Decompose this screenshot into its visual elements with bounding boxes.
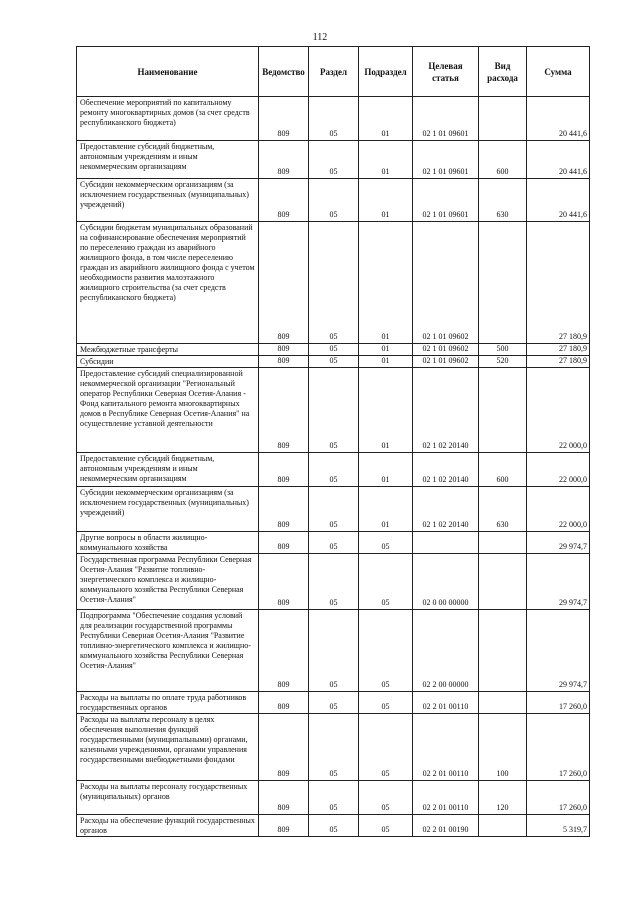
row-section: 05 — [309, 344, 359, 356]
row-exp-type: 120 — [479, 781, 527, 815]
row-subsection: 05 — [359, 554, 413, 610]
row-dept: 809 — [259, 222, 309, 344]
table-row — [77, 692, 590, 714]
row-subsection: 05 — [359, 532, 413, 554]
table-row — [77, 815, 590, 837]
row-amount: 20 441,6 — [527, 141, 590, 179]
table-row — [77, 356, 590, 368]
row-section: 05 — [309, 453, 359, 487]
row-target: 02 1 01 09602 — [413, 344, 479, 356]
table-row — [77, 781, 590, 815]
row-exp-type: 500 — [479, 344, 527, 356]
row-target: 02 1 02 20140 — [413, 368, 479, 453]
row-name: Подпрограмма "Обеспечение создания условий для реализации государственной программы Республики Северная Осетия-Алания "Развитие топливно-энергетического комплекса и жилищно-коммунального хозяйства Республики Северная Осетия-Алания" — [77, 610, 259, 692]
row-amount: 17 260,0 — [527, 692, 590, 714]
row-target: 02 2 01 00110 — [413, 714, 479, 781]
row-dept: 809 — [259, 815, 309, 837]
table-row — [77, 487, 590, 532]
row-subsection: 01 — [359, 368, 413, 453]
row-name: Субсидии некоммерческим организациям (за исключением государственных (муниципальных) учреждений) — [77, 487, 259, 532]
row-exp-type — [479, 532, 527, 554]
row-target: 02 1 01 09602 — [413, 222, 479, 344]
row-name: Расходы на выплаты персоналу государственных (муниципальных) органов — [77, 781, 259, 815]
row-amount: 27 180,9 — [527, 222, 590, 344]
row-subsection: 01 — [359, 487, 413, 532]
row-exp-type: 520 — [479, 356, 527, 368]
row-amount: 20 441,6 — [527, 97, 590, 141]
header-subsection: Подраздел — [359, 47, 413, 97]
row-section: 05 — [309, 815, 359, 837]
header-amount: Сумма — [527, 47, 590, 97]
row-name: Расходы на выплаты персоналу в целях обеспечения выполнения функций государственными (муниципальными) органами, казенными учреждениями, органами управления государственными внебюджетными фондами — [77, 714, 259, 781]
row-target: 02 1 02 20140 — [413, 487, 479, 532]
row-amount: 17 260,0 — [527, 781, 590, 815]
table-header-row — [77, 47, 590, 97]
row-section: 05 — [309, 610, 359, 692]
row-subsection: 01 — [359, 141, 413, 179]
row-subsection: 01 — [359, 344, 413, 356]
row-amount: 29 974,7 — [527, 554, 590, 610]
row-name: Предоставление субсидий бюджетным, автономным учреждениям и иным некоммерческим организациям — [77, 453, 259, 487]
table-row — [77, 714, 590, 781]
row-subsection: 01 — [359, 97, 413, 141]
row-section: 05 — [309, 368, 359, 453]
row-exp-type — [479, 222, 527, 344]
row-dept: 809 — [259, 368, 309, 453]
row-exp-type: 100 — [479, 714, 527, 781]
row-name: Расходы на выплаты по оплате труда работников государственных органов — [77, 692, 259, 714]
row-exp-type: 630 — [479, 487, 527, 532]
row-subsection: 05 — [359, 815, 413, 837]
row-subsection: 05 — [359, 781, 413, 815]
row-dept: 809 — [259, 344, 309, 356]
row-section: 05 — [309, 179, 359, 222]
row-exp-type — [479, 692, 527, 714]
row-amount: 27 180,9 — [527, 344, 590, 356]
row-section: 05 — [309, 532, 359, 554]
row-exp-type — [479, 554, 527, 610]
row-exp-type — [479, 815, 527, 837]
row-target: 02 1 01 09601 — [413, 141, 479, 179]
row-target: 02 1 01 09602 — [413, 356, 479, 368]
row-subsection: 05 — [359, 692, 413, 714]
row-target: 02 1 01 09601 — [413, 97, 479, 141]
row-exp-type: 600 — [479, 453, 527, 487]
row-dept: 809 — [259, 97, 309, 141]
row-amount: 29 974,7 — [527, 532, 590, 554]
row-section: 05 — [309, 554, 359, 610]
row-exp-type: 630 — [479, 179, 527, 222]
row-dept: 809 — [259, 487, 309, 532]
row-dept: 809 — [259, 610, 309, 692]
row-target: 02 2 01 00190 — [413, 815, 479, 837]
row-amount: 17 260,0 — [527, 714, 590, 781]
row-name: Предоставление субсидий бюджетным, автономным учреждениям и иным некоммерческим организациям — [77, 141, 259, 179]
row-subsection: 01 — [359, 356, 413, 368]
table-row — [77, 554, 590, 610]
row-name: Субсидии — [77, 356, 259, 368]
budget-table — [76, 46, 590, 837]
page-number: 112 — [312, 32, 328, 43]
table-row — [77, 344, 590, 356]
row-dept: 809 — [259, 179, 309, 222]
row-section: 05 — [309, 141, 359, 179]
table-row — [77, 97, 590, 141]
row-target: 02 2 01 00110 — [413, 781, 479, 815]
row-subsection: 01 — [359, 453, 413, 487]
table-row — [77, 532, 590, 554]
row-name: Расходы на обеспечение функций государственных органов — [77, 815, 259, 837]
row-subsection: 05 — [359, 610, 413, 692]
table-row — [77, 179, 590, 222]
row-name: Межбюджетные трансферты — [77, 344, 259, 356]
row-amount: 22 000,0 — [527, 487, 590, 532]
row-exp-type — [479, 97, 527, 141]
table-row — [77, 222, 590, 344]
row-amount: 5 319,7 — [527, 815, 590, 837]
header-dept: Ведомство — [259, 47, 309, 97]
row-section: 05 — [309, 222, 359, 344]
row-name: Государственная программа Республики Северная Осетия-Алания "Развитие топливно-энергетического комплекса и жилищно-коммунального хозяйства Республики Северная Осетия-Алания" — [77, 554, 259, 610]
row-dept: 809 — [259, 141, 309, 179]
row-target: 02 2 00 00000 — [413, 610, 479, 692]
row-name: Предоставление субсидий специализированной некоммерческой организации "Региональный оператор Республики Северная Осетия-Алания - Фонд капитального ремонта многоквартирных домов в Республике Северная Осетия-Алания" на осуществление уставной деятельности — [77, 368, 259, 453]
row-target: 02 1 01 09601 — [413, 179, 479, 222]
row-dept: 809 — [259, 692, 309, 714]
row-section: 05 — [309, 714, 359, 781]
table-row — [77, 141, 590, 179]
row-amount: 27 180,9 — [527, 356, 590, 368]
row-exp-type: 600 — [479, 141, 527, 179]
row-target: 02 2 01 00110 — [413, 692, 479, 714]
header-name: Наименование — [77, 47, 259, 97]
row-name: Субсидии некоммерческим организациям (за исключением государственных (муниципальных) учреждений) — [77, 179, 259, 222]
row-dept: 809 — [259, 714, 309, 781]
row-dept: 809 — [259, 554, 309, 610]
row-target: 02 0 00 00000 — [413, 554, 479, 610]
row-amount: 22 000,0 — [527, 453, 590, 487]
row-exp-type — [479, 368, 527, 453]
row-subsection: 01 — [359, 179, 413, 222]
row-section: 05 — [309, 97, 359, 141]
row-amount: 20 441,6 — [527, 179, 590, 222]
row-name: Другие вопросы в области жилищно-коммунального хозяйства — [77, 532, 259, 554]
table-row — [77, 368, 590, 453]
row-section: 05 — [309, 781, 359, 815]
row-dept: 809 — [259, 453, 309, 487]
row-name: Субсидии бюджетам муниципальных образований на софинансирование обеспечения мероприятий по переселению граждан из аварийного жилищного фонда, в том числе переселению граждан из аварийного жилищного фонда с учетом необходимости развития малоэтажного жилищного строительства (за счет средств республиканского бюджета) — [77, 222, 259, 344]
header-exp-type: Вид расхода — [479, 47, 527, 97]
row-amount: 22 000,0 — [527, 368, 590, 453]
row-subsection: 05 — [359, 714, 413, 781]
row-target — [413, 532, 479, 554]
row-subsection: 01 — [359, 222, 413, 344]
row-section: 05 — [309, 487, 359, 532]
row-dept: 809 — [259, 532, 309, 554]
row-dept: 809 — [259, 781, 309, 815]
row-exp-type — [479, 610, 527, 692]
header-target: Целевая статья — [413, 47, 479, 97]
row-amount: 29 974,7 — [527, 610, 590, 692]
row-section: 05 — [309, 692, 359, 714]
row-section: 05 — [309, 356, 359, 368]
row-name: Обеспечение мероприятий по капитальному ремонту многоквартирных домов (за счет средств республиканского бюджета) — [77, 97, 259, 141]
header-section: Раздел — [309, 47, 359, 97]
table-row — [77, 610, 590, 692]
row-target: 02 1 02 20140 — [413, 453, 479, 487]
row-dept: 809 — [259, 356, 309, 368]
table-row — [77, 453, 590, 487]
